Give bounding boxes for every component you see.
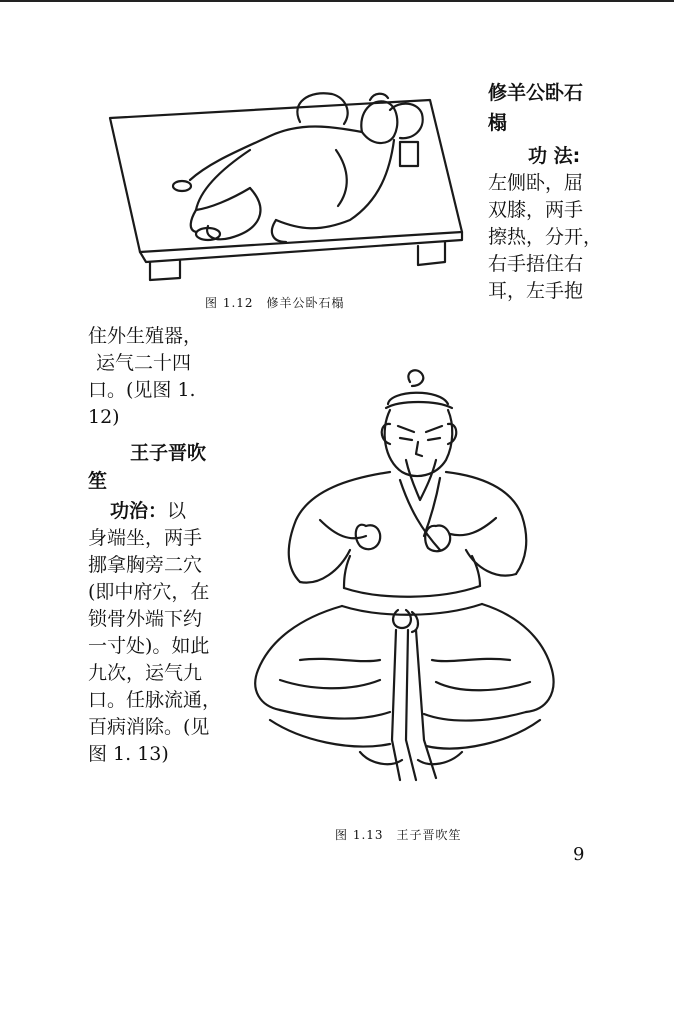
text-line: 运气二十四 <box>96 352 192 374</box>
text-line: 口。任脉流通， <box>88 689 222 711</box>
section2-method-label: 功治： <box>110 500 168 522</box>
text-line: 擦热，分开， <box>488 226 603 248</box>
figure-1-13-caption: 图 1.13 王子晋吹笙 <box>335 828 462 842</box>
text-line: 耳，左手抱 <box>488 280 584 302</box>
figure-1-12-caption: 图 1.12 修羊公卧石榻 <box>205 296 345 310</box>
section1-title-line1: 修羊公卧石 <box>488 82 584 104</box>
section2-title-line2: 笙 <box>88 470 108 492</box>
text-line: 身端坐，两手 <box>88 527 203 549</box>
section1-title-line2: 榻 <box>488 112 508 134</box>
section2-body <box>88 525 221 768</box>
section2-title-line1: 王子晋吹 <box>130 442 207 464</box>
text-line: 双膝，两手 <box>488 199 584 221</box>
text-line: 九次，运气九 <box>88 662 203 684</box>
figure-1-13-illustration <box>240 360 570 810</box>
text-line: 图 1. 13) <box>88 743 169 765</box>
text-line: 一寸处)。如此 <box>88 635 210 657</box>
text-line: 以 <box>167 500 187 522</box>
section1-method-label: 功 法: <box>528 145 581 167</box>
text-line: 右手捂住右 <box>488 253 584 275</box>
top-border-line <box>0 0 674 2</box>
text-line: 锁骨外端下约 <box>88 608 203 630</box>
section1-right-column <box>488 170 602 305</box>
text-line: 百病消除。(见 <box>88 716 210 738</box>
text-line: 左侧卧，屈 <box>488 172 584 194</box>
section1-continuation <box>88 323 202 431</box>
section2-method-line <box>110 498 186 525</box>
text-line: 挪拿胸旁二穴 <box>88 554 203 576</box>
text-line: 口。(见图 1. <box>88 379 196 401</box>
text-line: (即中府穴，在 <box>88 581 210 603</box>
figure-1-12-illustration <box>100 80 480 290</box>
page-number: 9 <box>573 844 585 865</box>
text-line: 住外生殖器， <box>88 325 203 347</box>
text-line: 12) <box>88 406 120 428</box>
